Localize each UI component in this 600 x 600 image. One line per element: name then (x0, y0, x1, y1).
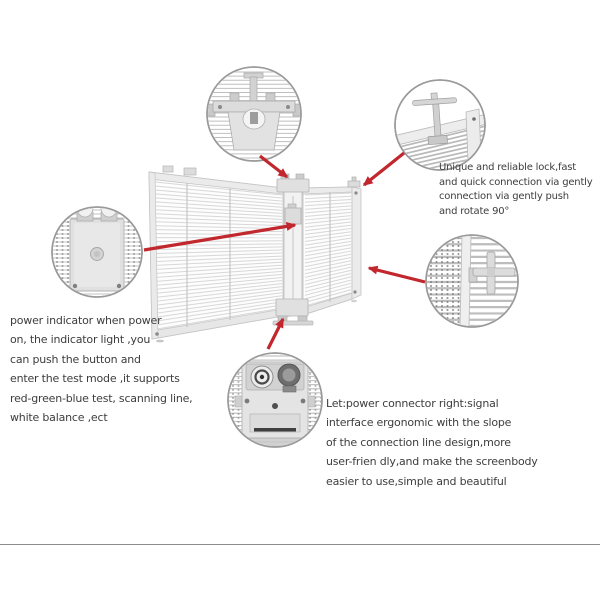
annotation-lock (439, 161, 592, 219)
foot-shadow (351, 300, 357, 302)
annotation-line: of the connection line design,more (326, 435, 511, 449)
arrow-top-connector (260, 156, 287, 177)
test-button-center (94, 251, 100, 257)
annotation-power-indicator (10, 311, 192, 427)
annotation-line: connection via gently push (439, 191, 569, 203)
bottom-divider (0, 544, 600, 545)
arrow-corner-lock (364, 153, 404, 185)
annotation-line: user-frien dly,and make the screenbody (326, 455, 538, 469)
post-screw (472, 117, 476, 121)
arrow-side-handle (369, 268, 425, 282)
connector-stem (250, 77, 257, 102)
annotation-line: white balance ,ect (10, 410, 108, 424)
plate-screw (286, 105, 290, 109)
annotation-line: easier to use,simple and beautiful (326, 474, 507, 488)
annotation-line: on, the indicator light ,you (10, 333, 151, 347)
led-dots (126, 212, 142, 292)
corner-post (466, 109, 481, 161)
box-center-dot (272, 403, 278, 409)
power-connector (251, 366, 273, 388)
led-dots (426, 238, 462, 328)
top-bracket (277, 174, 309, 192)
callout-top-connector (206, 67, 302, 161)
callout-bottom-connectors (228, 353, 322, 448)
plate-screw (218, 105, 222, 109)
corner-screw (354, 191, 357, 194)
right-panel (303, 177, 361, 315)
annotation-line: enter the test mode ,it supports (10, 372, 180, 386)
box-screw (117, 284, 121, 288)
annotation-line: power indicator when power (10, 314, 162, 327)
bottom-slot (254, 428, 296, 432)
callout-power-indicator (52, 199, 142, 297)
box-screw (301, 399, 306, 404)
annotation-line: can push the button and (10, 352, 141, 366)
bottom-bracket (273, 299, 313, 325)
annotation-line: red-green-blue test, scanning line, (10, 391, 193, 405)
corner-screw (353, 290, 356, 293)
annotation-line: Unique and reliable lock,fast (439, 162, 576, 173)
callout-side-lock-handle (426, 235, 518, 328)
top-mount-tab (163, 166, 173, 172)
annotation-line: and rotate 90° (439, 205, 510, 217)
box-screw (245, 399, 250, 404)
annotation-line: Let:power connector right:signal (326, 397, 499, 410)
annotation-connector (326, 394, 538, 491)
bracket-hook (250, 112, 258, 124)
annotation-line: and quick connection via gently (439, 176, 593, 188)
right-panel-side-profile (352, 187, 361, 299)
box-screw (73, 284, 77, 288)
top-mount-tab (184, 168, 196, 175)
corner-lock-tab (348, 177, 360, 187)
annotation-line: interface ergonomic with the slope (326, 416, 512, 430)
